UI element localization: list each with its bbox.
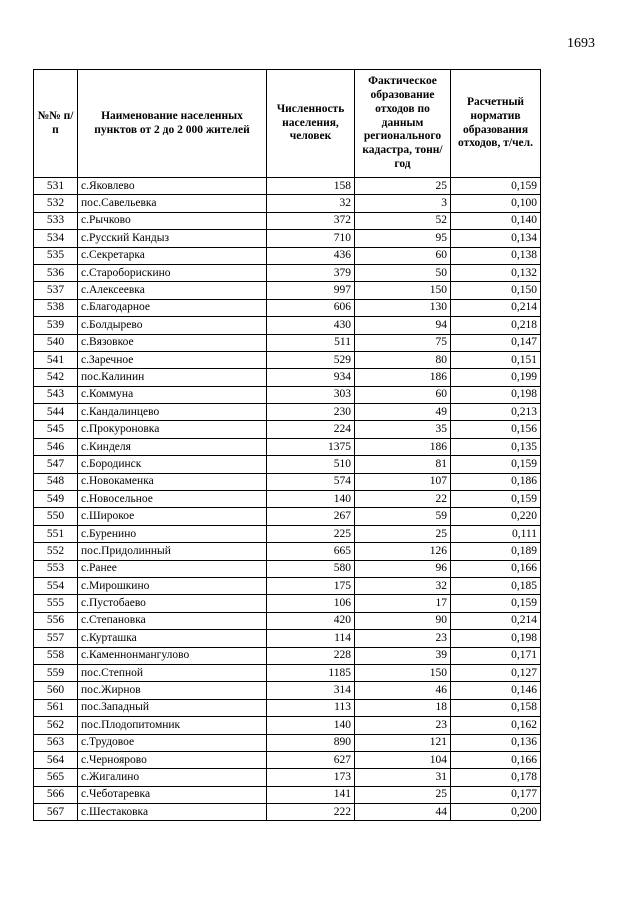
row-number-cell: 555 [34,595,78,612]
table-row [34,317,541,334]
actual-waste-cell: 3 [355,195,451,212]
population-cell: 106 [267,595,355,612]
settlement-name-cell: пос.Западный [78,699,267,716]
actual-waste-cell: 18 [355,699,451,716]
table-row [34,195,541,212]
population-cell: 222 [267,804,355,821]
table-row [34,369,541,386]
actual-waste-cell: 75 [355,334,451,351]
waste-norm-cell: 0,198 [451,630,541,647]
table-row [34,560,541,577]
settlement-name-cell: с.Бородинск [78,456,267,473]
waste-norm-cell: 0,147 [451,334,541,351]
population-cell: 420 [267,612,355,629]
actual-waste-cell: 32 [355,577,451,594]
row-number-cell: 563 [34,734,78,751]
population-cell: 158 [267,178,355,195]
actual-waste-cell: 126 [355,543,451,560]
waste-norm-cell: 0,111 [451,525,541,542]
waste-norm-cell: 0,134 [451,230,541,247]
actual-waste-cell: 130 [355,299,451,316]
waste-norm-cell: 0,166 [451,560,541,577]
actual-waste-cell: 44 [355,804,451,821]
table-row [34,682,541,699]
waste-norm-cell: 0,138 [451,247,541,264]
table-row [34,282,541,299]
actual-waste-cell: 23 [355,630,451,647]
settlement-name-cell: с.Степановка [78,612,267,629]
waste-norm-cell: 0,100 [451,195,541,212]
row-number-cell: 553 [34,560,78,577]
waste-norm-cell: 0,200 [451,804,541,821]
waste-norm-cell: 0,135 [451,438,541,455]
population-cell: 580 [267,560,355,577]
waste-norm-cell: 0,214 [451,299,541,316]
table-row [34,351,541,368]
actual-waste-cell: 60 [355,386,451,403]
table-row [34,664,541,681]
population-cell: 379 [267,264,355,281]
row-number-cell: 540 [34,334,78,351]
table-row [34,647,541,664]
table-row [34,595,541,612]
population-cell: 606 [267,299,355,316]
settlement-name-cell: с.Заречное [78,351,267,368]
actual-waste-cell: 59 [355,508,451,525]
table-row [34,404,541,421]
waste-norm-cell: 0,127 [451,664,541,681]
actual-waste-cell: 186 [355,369,451,386]
population-cell: 314 [267,682,355,699]
row-number-cell: 548 [34,473,78,490]
settlement-name-cell: с.Жигалино [78,769,267,786]
waste-norm-cell: 0,150 [451,282,541,299]
row-number-cell: 564 [34,751,78,768]
waste-norm-cell: 0,199 [451,369,541,386]
population-cell: 997 [267,282,355,299]
row-number-cell: 544 [34,404,78,421]
actual-waste-cell: 150 [355,664,451,681]
table-row [34,491,541,508]
population-cell: 511 [267,334,355,351]
row-number-cell: 566 [34,786,78,803]
population-cell: 627 [267,751,355,768]
row-number-cell: 543 [34,386,78,403]
actual-waste-cell: 96 [355,560,451,577]
actual-waste-cell: 81 [355,456,451,473]
population-cell: 141 [267,786,355,803]
population-cell: 890 [267,734,355,751]
header-population: Численность населения, человек [267,70,355,178]
waste-norm-cell: 0,159 [451,456,541,473]
settlement-name-cell: с.Болдырево [78,317,267,334]
table-row [34,786,541,803]
table-row [34,508,541,525]
row-number-cell: 537 [34,282,78,299]
settlement-name-cell: с.Русский Кандыз [78,230,267,247]
population-cell: 303 [267,386,355,403]
population-cell: 436 [267,247,355,264]
waste-norm-cell: 0,151 [451,351,541,368]
actual-waste-cell: 95 [355,230,451,247]
settlement-name-cell: с.Новосельное [78,491,267,508]
row-number-cell: 565 [34,769,78,786]
table-row [34,178,541,195]
row-number-cell: 556 [34,612,78,629]
actual-waste-cell: 25 [355,525,451,542]
actual-waste-cell: 46 [355,682,451,699]
table-header-row [34,70,541,178]
waste-norm-cell: 0,156 [451,421,541,438]
population-cell: 113 [267,699,355,716]
waste-norm-cell: 0,159 [451,491,541,508]
settlement-name-cell: с.Шестаковка [78,804,267,821]
settlement-name-cell: с.Благодарное [78,299,267,316]
waste-norm-cell: 0,220 [451,508,541,525]
waste-norm-cell: 0,214 [451,612,541,629]
row-number-cell: 531 [34,178,78,195]
row-number-cell: 539 [34,317,78,334]
row-number-cell: 559 [34,664,78,681]
settlement-name-cell: с.Секретарка [78,247,267,264]
table-row [34,386,541,403]
table-row [34,751,541,768]
population-cell: 665 [267,543,355,560]
population-cell: 140 [267,717,355,734]
population-cell: 710 [267,230,355,247]
settlements-waste-table [33,69,541,821]
table-row [34,334,541,351]
settlement-name-cell: с.Кинделя [78,438,267,455]
table-row [34,769,541,786]
population-cell: 1185 [267,664,355,681]
population-cell: 114 [267,630,355,647]
actual-waste-cell: 49 [355,404,451,421]
row-number-cell: 546 [34,438,78,455]
waste-norm-cell: 0,136 [451,734,541,751]
row-number-cell: 550 [34,508,78,525]
settlement-name-cell: с.Алексеевка [78,282,267,299]
settlement-name-cell: с.Рычково [78,212,267,229]
population-cell: 574 [267,473,355,490]
population-cell: 529 [267,351,355,368]
settlement-name-cell: с.Прокуроновка [78,421,267,438]
settlement-name-cell: с.Чеботаревка [78,786,267,803]
row-number-cell: 552 [34,543,78,560]
table-row [34,421,541,438]
table-row [34,717,541,734]
waste-norm-cell: 0,218 [451,317,541,334]
population-cell: 228 [267,647,355,664]
settlement-name-cell: с.Курташка [78,630,267,647]
table-row [34,299,541,316]
table-row [34,438,541,455]
table-row [34,577,541,594]
table-row [34,212,541,229]
settlement-name-cell: пос.Степной [78,664,267,681]
settlement-name-cell: с.Кандалинцево [78,404,267,421]
actual-waste-cell: 25 [355,786,451,803]
settlement-name-cell: с.Ранее [78,560,267,577]
waste-norm-cell: 0,159 [451,595,541,612]
actual-waste-cell: 52 [355,212,451,229]
waste-norm-cell: 0,189 [451,543,541,560]
row-number-cell: 558 [34,647,78,664]
actual-waste-cell: 104 [355,751,451,768]
waste-norm-cell: 0,198 [451,386,541,403]
actual-waste-cell: 150 [355,282,451,299]
header-settlement-name: Наименование населенных пунктов от 2 до 2 000 жителей [78,70,267,178]
page-number: 1693 [567,36,595,51]
table-row [34,612,541,629]
actual-waste-cell: 39 [355,647,451,664]
row-number-cell: 545 [34,421,78,438]
population-cell: 1375 [267,438,355,455]
waste-norm-cell: 0,213 [451,404,541,421]
actual-waste-cell: 17 [355,595,451,612]
row-number-cell: 557 [34,630,78,647]
header-number: №№ п/п [34,70,78,178]
row-number-cell: 535 [34,247,78,264]
actual-waste-cell: 35 [355,421,451,438]
waste-norm-cell: 0,171 [451,647,541,664]
actual-waste-cell: 31 [355,769,451,786]
settlement-name-cell: пос.Жирнов [78,682,267,699]
waste-norm-cell: 0,166 [451,751,541,768]
row-number-cell: 534 [34,230,78,247]
population-cell: 430 [267,317,355,334]
population-cell: 32 [267,195,355,212]
actual-waste-cell: 23 [355,717,451,734]
settlement-name-cell: с.Вязовкое [78,334,267,351]
waste-norm-cell: 0,185 [451,577,541,594]
actual-waste-cell: 25 [355,178,451,195]
table-row [34,230,541,247]
actual-waste-cell: 90 [355,612,451,629]
population-cell: 224 [267,421,355,438]
table-row [34,525,541,542]
population-cell: 230 [267,404,355,421]
row-number-cell: 551 [34,525,78,542]
population-cell: 372 [267,212,355,229]
row-number-cell: 547 [34,456,78,473]
settlement-name-cell: с.Широкое [78,508,267,525]
actual-waste-cell: 186 [355,438,451,455]
settlement-name-cell: с.Староборискино [78,264,267,281]
settlement-name-cell: с.Черноярово [78,751,267,768]
population-cell: 175 [267,577,355,594]
row-number-cell: 536 [34,264,78,281]
waste-norm-cell: 0,162 [451,717,541,734]
row-number-cell: 541 [34,351,78,368]
row-number-cell: 533 [34,212,78,229]
row-number-cell: 532 [34,195,78,212]
header-actual-waste: Фактическое образование отходов по данным регионального кадастра, тонн/год [355,70,451,178]
settlement-name-cell: с.Пустобаево [78,595,267,612]
actual-waste-cell: 50 [355,264,451,281]
row-number-cell: 542 [34,369,78,386]
waste-norm-cell: 0,146 [451,682,541,699]
settlement-name-cell: с.Мирошкино [78,577,267,594]
settlement-name-cell: с.Буренино [78,525,267,542]
table-body [34,178,541,821]
header-waste-norm: Расчетный норматив образования отходов, т/чел. [451,70,541,178]
population-cell: 173 [267,769,355,786]
waste-norm-cell: 0,186 [451,473,541,490]
settlement-name-cell: с.Каменнонмангулово [78,647,267,664]
table-row [34,456,541,473]
row-number-cell: 549 [34,491,78,508]
table-row [34,473,541,490]
actual-waste-cell: 94 [355,317,451,334]
row-number-cell: 554 [34,577,78,594]
actual-waste-cell: 107 [355,473,451,490]
waste-norm-cell: 0,159 [451,178,541,195]
actual-waste-cell: 80 [355,351,451,368]
table-row [34,247,541,264]
actual-waste-cell: 22 [355,491,451,508]
waste-norm-cell: 0,132 [451,264,541,281]
table-row [34,699,541,716]
actual-waste-cell: 121 [355,734,451,751]
population-cell: 934 [267,369,355,386]
population-cell: 225 [267,525,355,542]
settlement-name-cell: пос.Калинин [78,369,267,386]
settlement-name-cell: пос.Плодопитомник [78,717,267,734]
population-cell: 510 [267,456,355,473]
settlement-name-cell: пос.Придолинный [78,543,267,560]
table-row [34,804,541,821]
waste-norm-cell: 0,158 [451,699,541,716]
waste-norm-cell: 0,177 [451,786,541,803]
table-row [34,630,541,647]
settlement-name-cell: с.Яковлево [78,178,267,195]
row-number-cell: 538 [34,299,78,316]
row-number-cell: 567 [34,804,78,821]
table-row [34,734,541,751]
population-cell: 140 [267,491,355,508]
population-cell: 267 [267,508,355,525]
row-number-cell: 560 [34,682,78,699]
settlement-name-cell: с.Коммуна [78,386,267,403]
waste-norm-cell: 0,140 [451,212,541,229]
waste-norm-cell: 0,178 [451,769,541,786]
row-number-cell: 561 [34,699,78,716]
actual-waste-cell: 60 [355,247,451,264]
table-row [34,264,541,281]
settlement-name-cell: с.Трудовое [78,734,267,751]
row-number-cell: 562 [34,717,78,734]
settlement-name-cell: с.Новокаменка [78,473,267,490]
settlement-name-cell: пос.Савельевка [78,195,267,212]
table-row [34,543,541,560]
